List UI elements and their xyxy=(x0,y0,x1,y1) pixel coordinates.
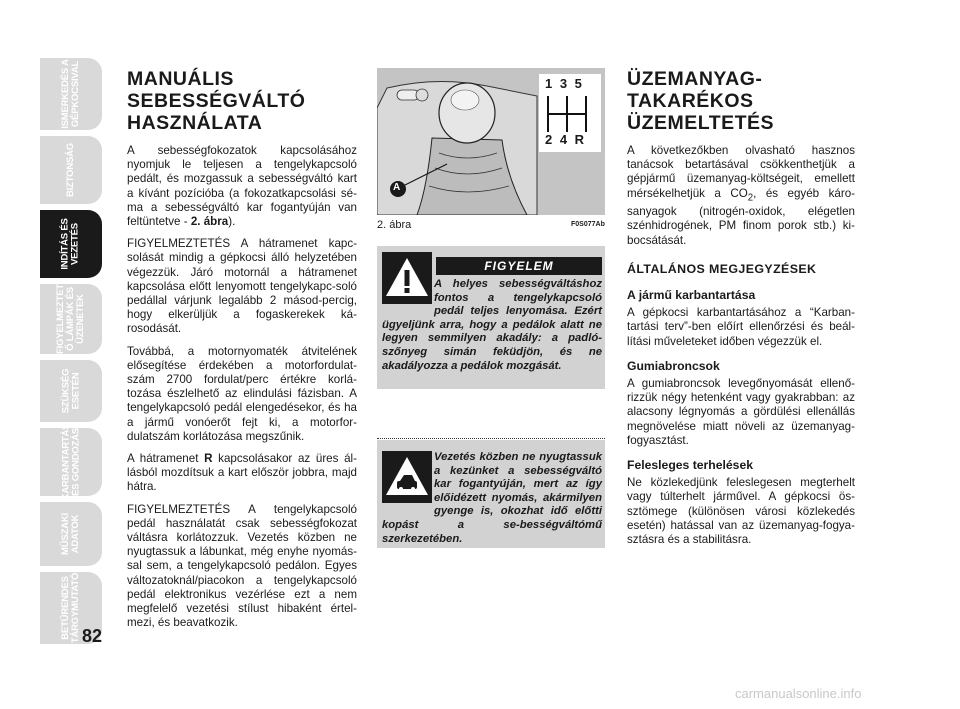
title-line: SEBESSÉGVÁLTÓ xyxy=(127,90,306,112)
reverse-gear-letter: R xyxy=(204,452,213,466)
page-number: 82 xyxy=(82,626,103,646)
paragraph: A gumiabroncsok levegőnyomását ellenő-rizzük négy hetenként vagy gyakrabban: az alacsony légnyomás a gördülési ellenállás megnövelése miatt növeli az üzemanyag-fogyasztást. xyxy=(627,376,855,447)
figure-reference: 2. ábra xyxy=(190,215,229,229)
tab-label: MŰSZAKI ADATOK xyxy=(60,513,81,555)
paragraph xyxy=(127,452,357,495)
warning-header: FIGYELEM xyxy=(436,257,602,275)
icon-spacer xyxy=(382,451,434,507)
title-line: TAKARÉKOS xyxy=(627,90,754,112)
note-text xyxy=(382,451,602,546)
text: ). xyxy=(228,215,236,229)
title-line: HASZNÁLATA xyxy=(127,112,263,134)
section-title xyxy=(627,68,855,134)
tab-label: FIGYELMEZTET Ő LÁMPÁK ÉS ÜZENETEK xyxy=(55,284,86,354)
tab-label: SZÜKSÉG ESETÉN xyxy=(60,368,81,414)
text: A sebességfokozatok kapcsolásához nyomjuk le teljesen a tengelykapcsoló pedált, és mozgassuk a sebességváltó kart a kívánt pozícióba (a fokozatkapcsolási sé-ma a sebességváltó kar fogantyúján van feltüntetve - xyxy=(127,144,357,229)
callout-a: A xyxy=(393,182,401,193)
text: A következőkben olvasható hasznos tanácsok betartásával csökkenthetjük a gépjármű üzemanyag-költségeit, emellett mérsékelhetjük a CO xyxy=(627,144,855,200)
divider xyxy=(377,438,605,439)
watermark: carmanualsonline.info xyxy=(735,686,862,701)
paragraph: FIGYELMEZTETÉS A hátramenet kapc-solását mindig a gépkocsi álló helyzetében végezzük. Járó motornál a hátramenet kapcsolása előtt lenyomott tengelykapc-soló pedállal várjunk legalább 2 másod-percig, hogy elkerüljük a fogaskerekek ká-rosodását. xyxy=(127,237,357,336)
warning-body: A helyes sebességváltáshoz fontos a tengelykapcsoló pedál teljes lenyomása. Ezért ügyeljünk arra, hogy a pedálok alatt ne legyen semmilyen akadály: a padló-szőnyeg simán feküdjön, és ne akadályozza a pedálok mozgását. xyxy=(382,278,602,372)
tab-label: KARBANTARTÁS ÉS GONDOZÁS xyxy=(60,423,81,501)
title-line: ÜZEMELTETÉS xyxy=(627,112,775,134)
tab-starting-driving[interactable] xyxy=(40,210,102,278)
paragraph: FIGYELMEZTETÉS A tengelykapcsoló pedál használatát csak sebességfokozat váltásra korlátozzuk. Vezetés közben ne nyugtassuk a lábunkat, még enyhe nyomás-sal sem, a tengelykapcsoló pedálon. Egyes változatoknál/piacokon a tengelykapcsoló pedál elektronikus vezérlése ezt a nem megfelelő vezetési stílust hibaként értel-mezi, és beavatkozik. xyxy=(127,502,357,630)
gear-lever-figure xyxy=(377,68,605,215)
gear-pattern-bottom: 2 4 R xyxy=(545,132,585,147)
tab-maintenance[interactable] xyxy=(40,423,102,501)
paragraph xyxy=(127,144,357,229)
topic-heading: A jármű karbantartása xyxy=(627,287,756,302)
tab-label: BETŰRENDES TÁRGYMUTATÓ xyxy=(60,572,81,644)
icon-spacer xyxy=(382,278,434,308)
note-body: Vezetés közben ne nyugtassuk a kezünket a sebességváltó kar fogantyúján, mert az így előidézett nyomás, akármilyen gyenge is, okozhat idő előtti kopást a se-bességváltómű szerkezetében. xyxy=(382,451,602,545)
tab-label: INDÍTÁS ÉS VEZETÉS xyxy=(60,218,81,270)
paragraph: Továbbá, a motornyomaték átvitelének elősegítése érdekében a motorfordulat-szám 2700 fordulat/perc értékre korlá-tozása észlelhető az elindulási fázisban. A tengelykapcsoló pedál elengedésekor, és ha a jármű vonóerőt fejt ki, a motorfor-dulatszám korlátozása megszűnik. xyxy=(127,344,357,443)
tab-label: BIZTONSÁG xyxy=(64,143,76,197)
text: kapcsolásakor az üres ál-lásból mozdítsuk a kart először jobbra, majd hátra. xyxy=(127,452,357,494)
title-line: ÜZEMANYAG- xyxy=(627,68,763,90)
tab-technical-data[interactable] xyxy=(40,502,102,566)
title-line: MANUÁLIS xyxy=(127,68,234,90)
tab-getting-to-know[interactable] xyxy=(40,58,102,130)
paragraph: A gépkocsi karbantartásához a “Karban-tartási terv”-ben előírt ellenőrzési és beál-lítási műveleteket időben végezzük el. xyxy=(627,306,855,348)
text: , és egyéb káro-sanyagok (nitrogén-oxidok, elégetlen szénhidrogének, PM finom porok stb.) ki-bocsátását. xyxy=(627,186,855,247)
fuel-economy-section xyxy=(627,68,855,555)
tab-warning-lights[interactable] xyxy=(40,284,102,354)
paragraph: Ne közlekedjünk feleslegesen megterhelt vagy túlterhelt járművel. A gépkocsi ös-sztömege (különösen városi közlekedés esetén) hatással van az üzemanyag-fogya-sztásra és a stabilitásra. xyxy=(627,476,855,546)
manual-gearbox-section xyxy=(127,68,357,639)
text: A hátramenet xyxy=(127,452,205,466)
topic-heading: Gumiabroncsok xyxy=(627,358,720,373)
tab-safety[interactable] xyxy=(40,136,102,204)
subsection-heading: ÁLTALÁNOS MEGJEGYZÉSEK xyxy=(627,261,817,276)
paragraph xyxy=(627,144,855,248)
figure-code: F0S077Ab xyxy=(571,221,605,228)
section-title xyxy=(127,68,357,134)
tab-emergency[interactable] xyxy=(40,360,102,422)
tab-label: ISMERKEDÉS A GÉPKOCSIVAL xyxy=(60,59,82,129)
figure-caption: 2. ábra xyxy=(377,219,412,231)
topic-heading: Felesleges terhelések xyxy=(627,457,754,472)
subscript: 2 xyxy=(747,191,754,203)
warning-text xyxy=(382,278,602,373)
gear-pattern-top: 1 3 5 xyxy=(545,76,582,91)
